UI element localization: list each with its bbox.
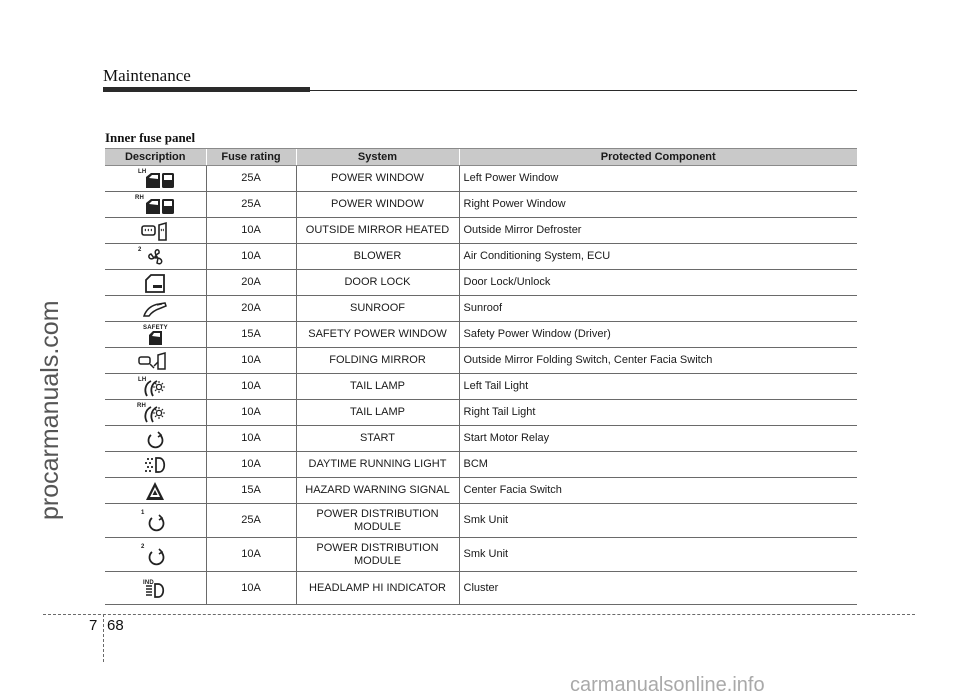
protected-component-cell: Center Facia Switch xyxy=(459,478,857,504)
system-cell: POWER WINDOW xyxy=(296,192,459,218)
protected-component-cell: Air Conditioning System, ECU xyxy=(459,244,857,270)
system-cell: OUTSIDE MIRROR HEATED xyxy=(296,218,459,244)
description-cell xyxy=(105,244,206,270)
footer-divider xyxy=(43,614,915,615)
table-row xyxy=(105,374,857,400)
table-row xyxy=(105,538,857,572)
description-cell xyxy=(105,218,206,244)
start-icon xyxy=(131,428,179,450)
icon-tag: IND xyxy=(143,580,154,586)
table-row xyxy=(105,426,857,452)
fuse-rating-cell: 10A xyxy=(206,452,296,478)
fuse-table xyxy=(105,148,857,605)
protected-component-cell: Start Motor Relay xyxy=(459,426,857,452)
page-number: 68 xyxy=(107,617,124,634)
protected-component-cell: Left Tail Light xyxy=(459,374,857,400)
headlamp-hi-indicator-icon xyxy=(131,577,179,599)
description-cell xyxy=(105,374,206,400)
icon-tag: 2 xyxy=(138,247,142,253)
column-header-fuse-rating: Fuse rating xyxy=(206,149,296,166)
fuse-rating-cell: 20A xyxy=(206,270,296,296)
system-cell: DAYTIME RUNNING LIGHT xyxy=(296,452,459,478)
fuse-rating-cell: 10A xyxy=(206,572,296,605)
description-cell xyxy=(105,296,206,322)
fuse-rating-cell: 10A xyxy=(206,218,296,244)
column-header-description: Description xyxy=(105,149,206,166)
power-distribution-module-2-icon xyxy=(131,544,179,566)
system-cell: SAFETY POWER WINDOW xyxy=(296,322,459,348)
description-cell xyxy=(105,166,206,192)
fuse-rating-cell: 25A xyxy=(206,166,296,192)
icon-tag: SAFETY xyxy=(143,325,168,331)
description-cell xyxy=(105,270,206,296)
hazard-warning-icon xyxy=(131,480,179,502)
fuse-rating-cell: 25A xyxy=(206,504,296,538)
table-row xyxy=(105,218,857,244)
system-cell: SUNROOF xyxy=(296,296,459,322)
table-row xyxy=(105,478,857,504)
fuse-rating-cell: 25A xyxy=(206,192,296,218)
watermark-bottom: carmanualsonline.info xyxy=(570,674,765,696)
icon-tag: RH xyxy=(135,195,145,201)
system-cell: POWER WINDOW xyxy=(296,166,459,192)
table-row xyxy=(105,322,857,348)
door-lock-icon xyxy=(131,272,179,294)
system-cell: START xyxy=(296,426,459,452)
fuse-rating-cell: 10A xyxy=(206,538,296,572)
protected-component-cell: Door Lock/Unlock xyxy=(459,270,857,296)
icon-tag: 2 xyxy=(141,544,145,550)
column-header-protected-component: Protected Component xyxy=(459,149,857,166)
protected-component-cell: BCM xyxy=(459,452,857,478)
fuse-rating-cell: 15A xyxy=(206,478,296,504)
icon-tag: LH xyxy=(138,377,147,383)
sunroof-icon xyxy=(131,298,179,320)
fuse-rating-cell: 15A xyxy=(206,322,296,348)
fuse-rating-cell: 10A xyxy=(206,374,296,400)
column-header-system: System xyxy=(296,149,459,166)
protected-component-cell: Outside Mirror Defroster xyxy=(459,218,857,244)
table-row xyxy=(105,244,857,270)
header-rule-thick xyxy=(103,87,310,92)
fuse-rating-cell: 10A xyxy=(206,426,296,452)
description-cell xyxy=(105,192,206,218)
system-cell: HEADLAMP HI INDICATOR xyxy=(296,572,459,605)
system-cell: DOOR LOCK xyxy=(296,270,459,296)
description-cell xyxy=(105,322,206,348)
chapter-number: 7 xyxy=(89,617,98,634)
power-distribution-module-1-icon xyxy=(131,510,179,532)
table-row xyxy=(105,192,857,218)
system-cell: TAIL LAMP xyxy=(296,400,459,426)
description-cell xyxy=(105,572,206,605)
table-row xyxy=(105,452,857,478)
system-cell: FOLDING MIRROR xyxy=(296,348,459,374)
description-cell xyxy=(105,478,206,504)
table-header-row xyxy=(105,149,857,166)
table-row xyxy=(105,572,857,605)
description-cell xyxy=(105,400,206,426)
mirror-heater-icon xyxy=(131,220,179,242)
page-header-title: Maintenance xyxy=(103,66,191,85)
fuse-rating-cell: 10A xyxy=(206,400,296,426)
description-cell xyxy=(105,426,206,452)
protected-component-cell: Smk Unit xyxy=(459,504,857,538)
icon-tag: RH xyxy=(137,403,147,409)
system-cell: BLOWER xyxy=(296,244,459,270)
protected-component-cell: Outside Mirror Folding Switch, Center Facia Switch xyxy=(459,348,857,374)
watermark-left: procarmanuals.com xyxy=(36,300,64,520)
system-cell: TAIL LAMP xyxy=(296,374,459,400)
icon-tag: 1 xyxy=(141,510,145,516)
table-row xyxy=(105,348,857,374)
section-title: Inner fuse panel xyxy=(105,130,196,145)
header-rule-thin xyxy=(310,90,857,91)
description-cell xyxy=(105,348,206,374)
fuse-rating-cell: 10A xyxy=(206,244,296,270)
table-row xyxy=(105,270,857,296)
table-row xyxy=(105,400,857,426)
protected-component-cell: Safety Power Window (Driver) xyxy=(459,322,857,348)
protected-component-cell: Cluster xyxy=(459,572,857,605)
system-cell: POWER DISTRIBUTION MODULE xyxy=(296,538,459,572)
protected-component-cell: Right Tail Light xyxy=(459,400,857,426)
protected-component-cell: Smk Unit xyxy=(459,538,857,572)
footer-page-separator xyxy=(103,614,104,662)
table-row xyxy=(105,296,857,322)
description-cell xyxy=(105,504,206,538)
description-cell xyxy=(105,538,206,572)
protected-component-cell: Right Power Window xyxy=(459,192,857,218)
table-row xyxy=(105,504,857,538)
folding-mirror-icon xyxy=(131,350,179,372)
description-cell xyxy=(105,452,206,478)
icon-tag: LH xyxy=(138,169,147,175)
fuse-rating-cell: 10A xyxy=(206,348,296,374)
daytime-running-light-icon xyxy=(131,454,179,476)
protected-component-cell: Left Power Window xyxy=(459,166,857,192)
system-cell: HAZARD WARNING SIGNAL xyxy=(296,478,459,504)
table-row xyxy=(105,166,857,192)
protected-component-cell: Sunroof xyxy=(459,296,857,322)
fuse-rating-cell: 20A xyxy=(206,296,296,322)
system-cell: POWER DISTRIBUTION MODULE xyxy=(296,504,459,538)
